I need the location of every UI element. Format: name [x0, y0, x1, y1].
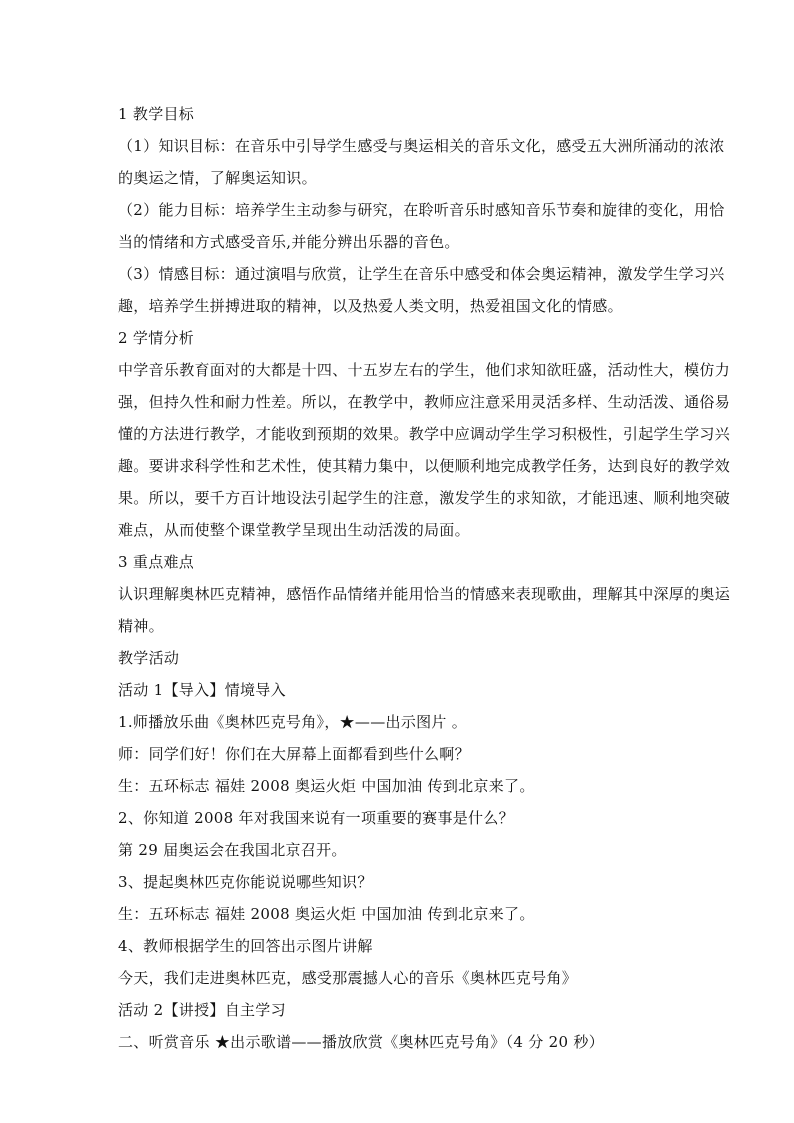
paragraph-line: 精神。 — [118, 617, 164, 635]
paragraph-line: 趣。要讲求科学性和艺术性，使其精力集中，以便顺利地完成教学任务，达到良好的教学效 — [118, 457, 731, 475]
paragraph-line: 认识理解奥林匹克精神，感悟作品情绪并能用恰当的情感来表现歌曲，理解其中深厚的奥运 — [118, 585, 731, 603]
paragraph-line: 果。所以，要千方百计地设法引起学生的注意，激发学生的求知欲，才能迅速、顺利地突破 — [118, 489, 731, 507]
paragraph-line: 二、听赏音乐 ★出示歌谱——播放欣赏《奥林匹克号角》（4 分 20 秒） — [118, 1033, 605, 1051]
paragraph-line: 生：五环标志 福娃 2008 奥运火炬 中国加油 传到北京来了。 — [118, 905, 535, 923]
paragraph-line: 强，但持久性和耐力性差。所以，在教学中，教师应注意采用灵活多样、生动活泼、通俗易 — [118, 393, 731, 411]
paragraph-line: 2、你知道 2008 年对我国来说有一项重要的赛事是什么？ — [118, 809, 514, 827]
paragraph-line: 师：同学们好！你们在大屏幕上面都看到些什么啊？ — [118, 745, 470, 763]
heading-key-points: 3 重点难点 — [118, 553, 195, 571]
paragraph-line: 当的情绪和方式感受音乐,并能分辨出乐器的音色。 — [118, 233, 460, 251]
paragraph-line: 懂的方法进行教学，才能收到预期的效果。教学中应调动学生学习积极性，引起学生学习兴 — [118, 425, 731, 443]
paragraph-line: 第 29 届奥运会在我国北京召开。 — [118, 841, 347, 859]
activity-heading: 活动 2【讲授】自主学习 — [118, 1001, 286, 1019]
paragraph-line: 生：五环标志 福娃 2008 奥运火炬 中国加油 传到北京来了。 — [118, 777, 535, 795]
paragraph-line: 难点，从而使整个课堂教学呈现出生动活泼的局面。 — [118, 521, 470, 539]
paragraph-line: （3）情感目标：通过演唱与欣赏，让学生在音乐中感受和体会奥运精神，激发学生学习兴 — [118, 265, 725, 283]
paragraph-line: （2）能力目标：培养学生主动参与研究，在聆听音乐时感知音乐节奏和旋律的变化，用恰 — [118, 201, 725, 219]
heading-teaching-goals: 1 教学目标 — [118, 105, 195, 123]
paragraph-line: 1.师播放乐曲《奥林匹克号角》，★——出示图片 。 — [118, 713, 468, 731]
activity-heading: 活动 1【导入】情境导入 — [118, 681, 286, 699]
paragraph-line: 4、教师根据学生的回答出示图片讲解 — [118, 937, 373, 955]
heading-learner-analysis: 2 学情分析 — [118, 329, 195, 347]
paragraph-line: （1）知识目标：在音乐中引导学生感受与奥运相关的音乐文化，感受五大洲所涌动的浓浓 — [118, 137, 725, 155]
paragraph-line: 今天，我们走进奥林匹克，感受那震撼人心的音乐《奥林匹克号角》 — [118, 969, 578, 987]
paragraph-line: 中学音乐教育面对的大都是十四、十五岁左右的学生，他们求知欲旺盛，活动性大，模仿力 — [118, 361, 731, 379]
heading-teaching-activities: 教学活动 — [118, 649, 180, 667]
paragraph-line: 的奥运之情，了解奥运知识。 — [118, 169, 317, 187]
paragraph-line: 3、提起奥林匹克你能说说哪些知识？ — [118, 873, 373, 891]
paragraph-line: 趣，培养学生拼搏进取的精神，以及热爱人类文明，热爱祖国文化的情感。 — [118, 297, 623, 315]
